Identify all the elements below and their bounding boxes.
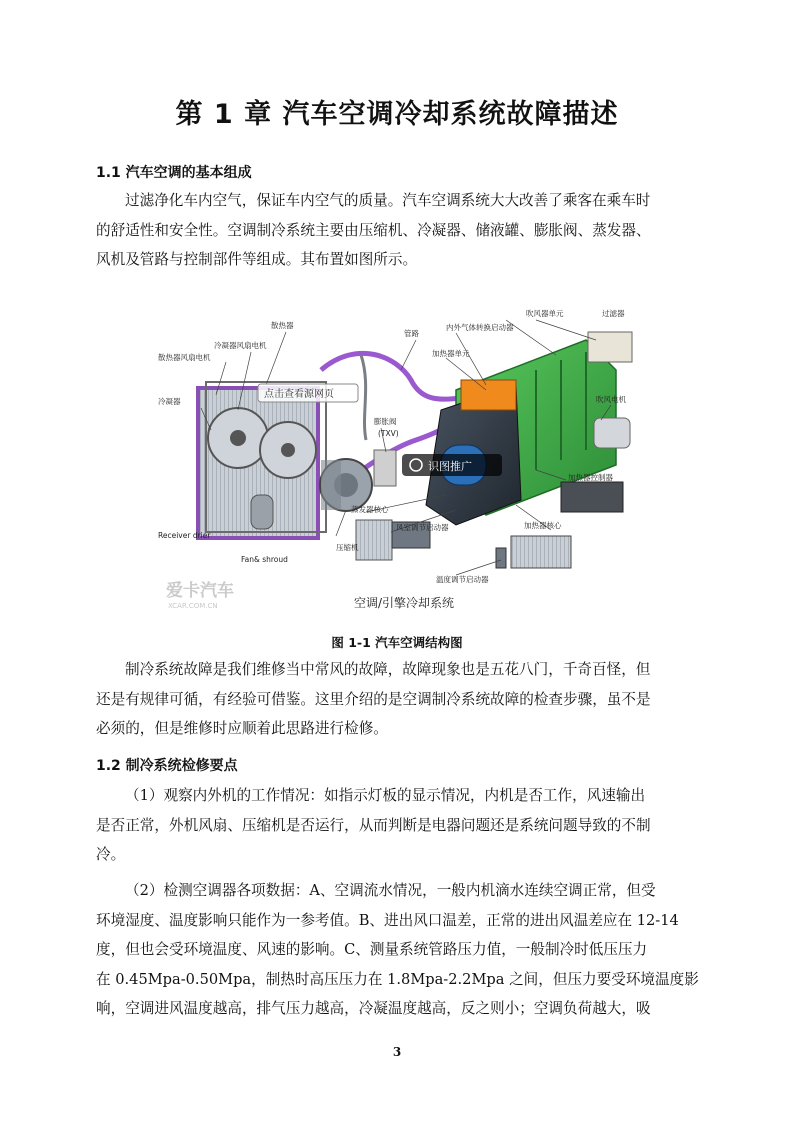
- paragraph-measure-data: [96, 876, 700, 1024]
- condenser-radiator-assembly: [198, 382, 326, 538]
- label-heater-core: 加热器核心: [524, 521, 562, 530]
- label-condenser: 冷凝器: [158, 397, 181, 406]
- recognize-image-button[interactable]: [402, 454, 502, 476]
- label-condenser-fan: 冷凝器风扇电机: [214, 341, 267, 350]
- label-air-door-actuator: 风室调节启动器: [396, 523, 449, 532]
- evaporator-core-thumb: [356, 520, 392, 560]
- label-receiver-drier: Receiver drier: [158, 531, 211, 540]
- paragraph-intro: [96, 186, 700, 275]
- svg-text:爱卡汽车: 爱卡汽车: [166, 581, 234, 601]
- svg-text:识图推广[interactable]: 识图推广: [428, 460, 472, 473]
- page-number: 3: [392, 1045, 402, 1059]
- text-line: 度，但也会受环境温度、风速的影响。C、测量系统管路压力值，一般制冷时低压压力: [96, 941, 648, 958]
- text-line: 风机及管路与控制部件等组成。其布置如图所示。: [96, 251, 418, 268]
- ac-structure-diagram: [156, 300, 636, 620]
- text-line: 在 0.45Mpa-0.50Mpa，制热时高压压力在 1.8Mpa-2.2Mpa 之间，但压力要受环境温度影: [96, 970, 699, 988]
- paragraph-fault-overview: [96, 655, 700, 744]
- text-line: 的舒适性和安全性。空调制冷系统主要由压缩机、冷凝器、储液罐、膨胀阀、蒸发器、: [96, 221, 651, 239]
- label-filter: 过滤器: [602, 309, 625, 318]
- expansion-valve-thumb: [374, 450, 396, 486]
- text-line: （2）检测空调器各项数据：A、空调流水情况，一般内机滴水连续空调正常，但受: [125, 882, 656, 899]
- text-line: 制冷系统故障是我们维修当中常风的故障，故障现象也是五花八门，千奇百怪，但: [125, 661, 651, 678]
- section-heading-1-1: 1.1 汽车空调的基本组成: [96, 165, 252, 181]
- watermark-logo: [166, 580, 234, 610]
- label-evaporator-core: 蒸发器核心: [351, 505, 389, 514]
- figure-inner-title: 空调/引擎冷却系统: [354, 596, 455, 610]
- blower-motor-thumb: [594, 418, 630, 448]
- paragraph-observe-units: [96, 781, 700, 870]
- svg-text:XCAR.COM.CN: XCAR.COM.CN: [168, 602, 218, 610]
- label-blower-motor: 吹风电机: [596, 395, 626, 404]
- label-radiator-fan: 散热器风扇电机: [158, 353, 211, 362]
- heater-core-thumb: [511, 536, 571, 568]
- label-temp-actuator: 温度调节启动器: [436, 575, 489, 584]
- heater-unit-top: [461, 380, 516, 410]
- text-line: 是否正常，外机风扇、压缩机是否运行，从而判断是电器问题还是系统问题导致的不制: [96, 816, 651, 834]
- label-blower-unit: 吹风器单元: [526, 309, 564, 318]
- label-fan-shroud: Fan& shroud: [241, 555, 288, 564]
- text-line: 过滤净化车内空气，保证车内空气的质量。汽车空调系统大大改善了乘客在乘车时: [125, 192, 651, 209]
- label-heater-unit: 加热器单元: [432, 349, 470, 358]
- text-line: （1）观察内外机的工作情况：如指示灯板的显示情况，内机是否工作，风速输出: [125, 787, 646, 804]
- svg-text:点击查看源网页[interactable]: 点击查看源网页: [264, 389, 334, 400]
- heater-controller-thumb: [561, 482, 623, 512]
- chapter-title: 第 1 章 汽车空调冷却系统故障描述: [175, 99, 619, 130]
- label-recirc-actuator: 内外气体转换启动器: [446, 323, 514, 332]
- text-line: 还是有规律可循，有经验可借鉴。这里介绍的是空调制冷系统故障的检查步骤，虽不是: [96, 690, 651, 708]
- label-txv: (TXV): [378, 429, 399, 438]
- text-line: 冷。: [96, 846, 126, 863]
- text-line: 必须的，但是维修时应顺着此思路进行检修。: [96, 720, 388, 737]
- ac-structure-figure: [156, 300, 636, 620]
- label-heater-controller: 加热器控制器: [568, 473, 613, 482]
- label-compressor: 压缩机: [336, 543, 359, 552]
- text-line: 响，空调进风温度越高，排气压力越高，冷凝温度越高，反之则小；空调负荷越大，吸: [96, 1000, 651, 1017]
- filter-thumb: [588, 332, 632, 362]
- section-heading-1-2: 1.2 制冷系统检修要点: [96, 758, 238, 774]
- receiver-drier-body: [251, 495, 273, 529]
- label-radiator: 散热器: [271, 321, 294, 330]
- label-expansion-valve: 膨胀阀: [374, 417, 397, 426]
- view-source-button[interactable]: [258, 384, 358, 402]
- compressor: [320, 459, 372, 511]
- figure-caption: 图 1-1 汽车空调结构图: [331, 635, 463, 650]
- label-pipes: 管路: [404, 329, 419, 338]
- text-line: 环境湿度、温度影响只能作为一参考值。B、进出风口温差，正常的进出风温差应在 12-14: [96, 911, 679, 929]
